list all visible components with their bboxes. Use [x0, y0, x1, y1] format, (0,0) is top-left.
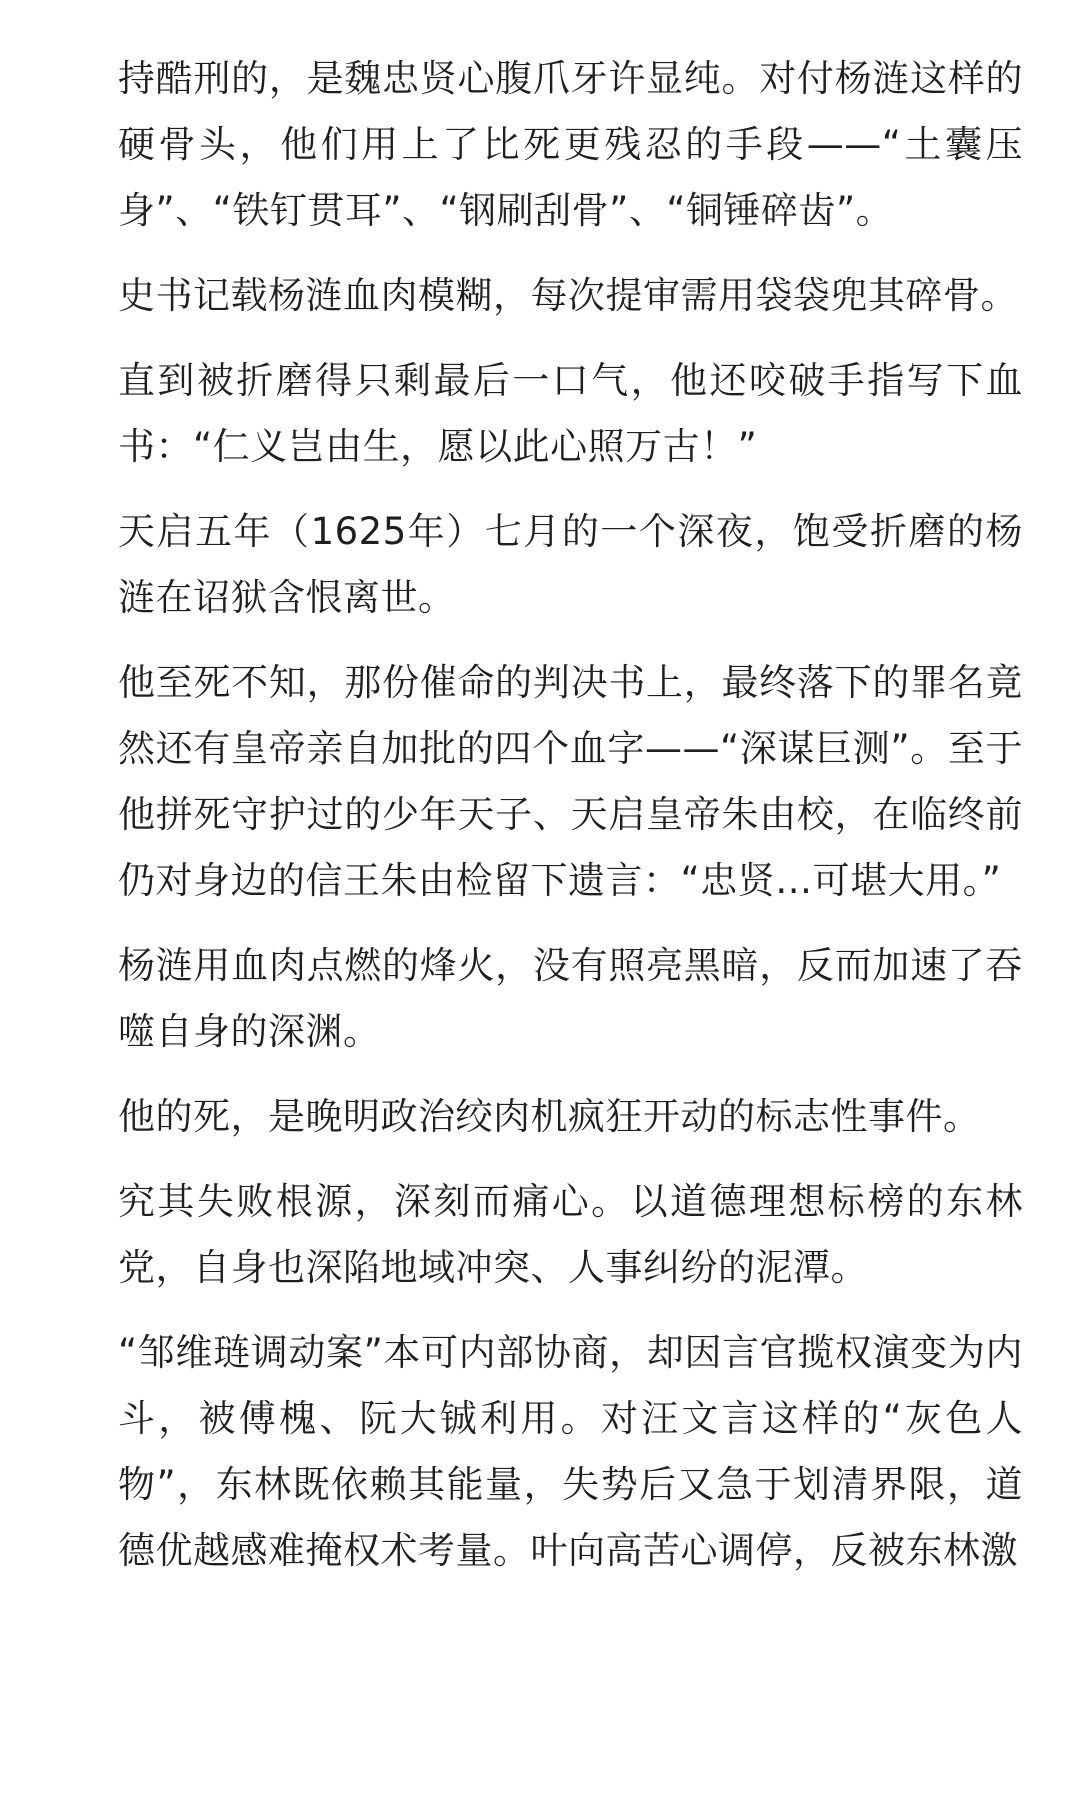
paragraph-verdict-and-last-words: 他至死不知，那份催命的判决书上，最终落下的罪名竟然还有皇帝亲自加批的四个血字——“深谋巨测”。至于他拼死守护过的少年天子、天启皇帝朱由校，在临终前仍对身边的信王朱由检留下遗言：“忠贤…可堪大用。”: [118, 661, 1023, 902]
article-body: [118, 46, 1023, 1603]
paragraph-historical-record: 史书记载杨涟血肉模糊，每次提审需用袋袋兜其碎骨。: [118, 274, 1018, 317]
paragraph-landmark-event: 他的死，是晚明政治绞肉机疯狂开动的标志性事件。: [118, 1095, 981, 1138]
paragraph-beacon-fire: 杨涟用血肉点燃的烽火，没有照亮黑暗，反而加速了吞噬自身的深渊。: [118, 944, 1023, 1053]
paragraph-death-date: 天启五年（1625年）七月的一个深夜，饱受折磨的杨涟在诏狱含恨离世。: [118, 510, 1023, 619]
paragraph-root-cause: 究其失败根源，深刻而痛心。以道德理想标榜的东林党，自身也深陷地域冲突、人事纠纷的泥潭。: [118, 1180, 1023, 1289]
paragraph-internal-conflict: “邹维琏调动案”本可内部协商，却因言官揽权演变为内斗，被傅槐、阮大铖利用。对汪文言这样的“灰色人物”，东林既依赖其能量，失势后又急于划清界限，道德优越感难掩权术考量。叶向高苦心调停，反被东林激: [118, 1331, 1023, 1572]
paragraph-torture-methods: 持酷刑的，是魏忠贤心腹爪牙许显纯。对付杨涟这样的硬骨头，他们用上了比死更残忍的手段——“土囊压身”、“铁钉贯耳”、“钢刷刮骨”、“铜锤碎齿”。: [118, 57, 1023, 232]
paragraph-blood-letter: 直到被折磨得只剩最后一口气，他还咬破手指写下血书：“仁义岂由生，愿以此心照万古！”: [118, 359, 1023, 468]
